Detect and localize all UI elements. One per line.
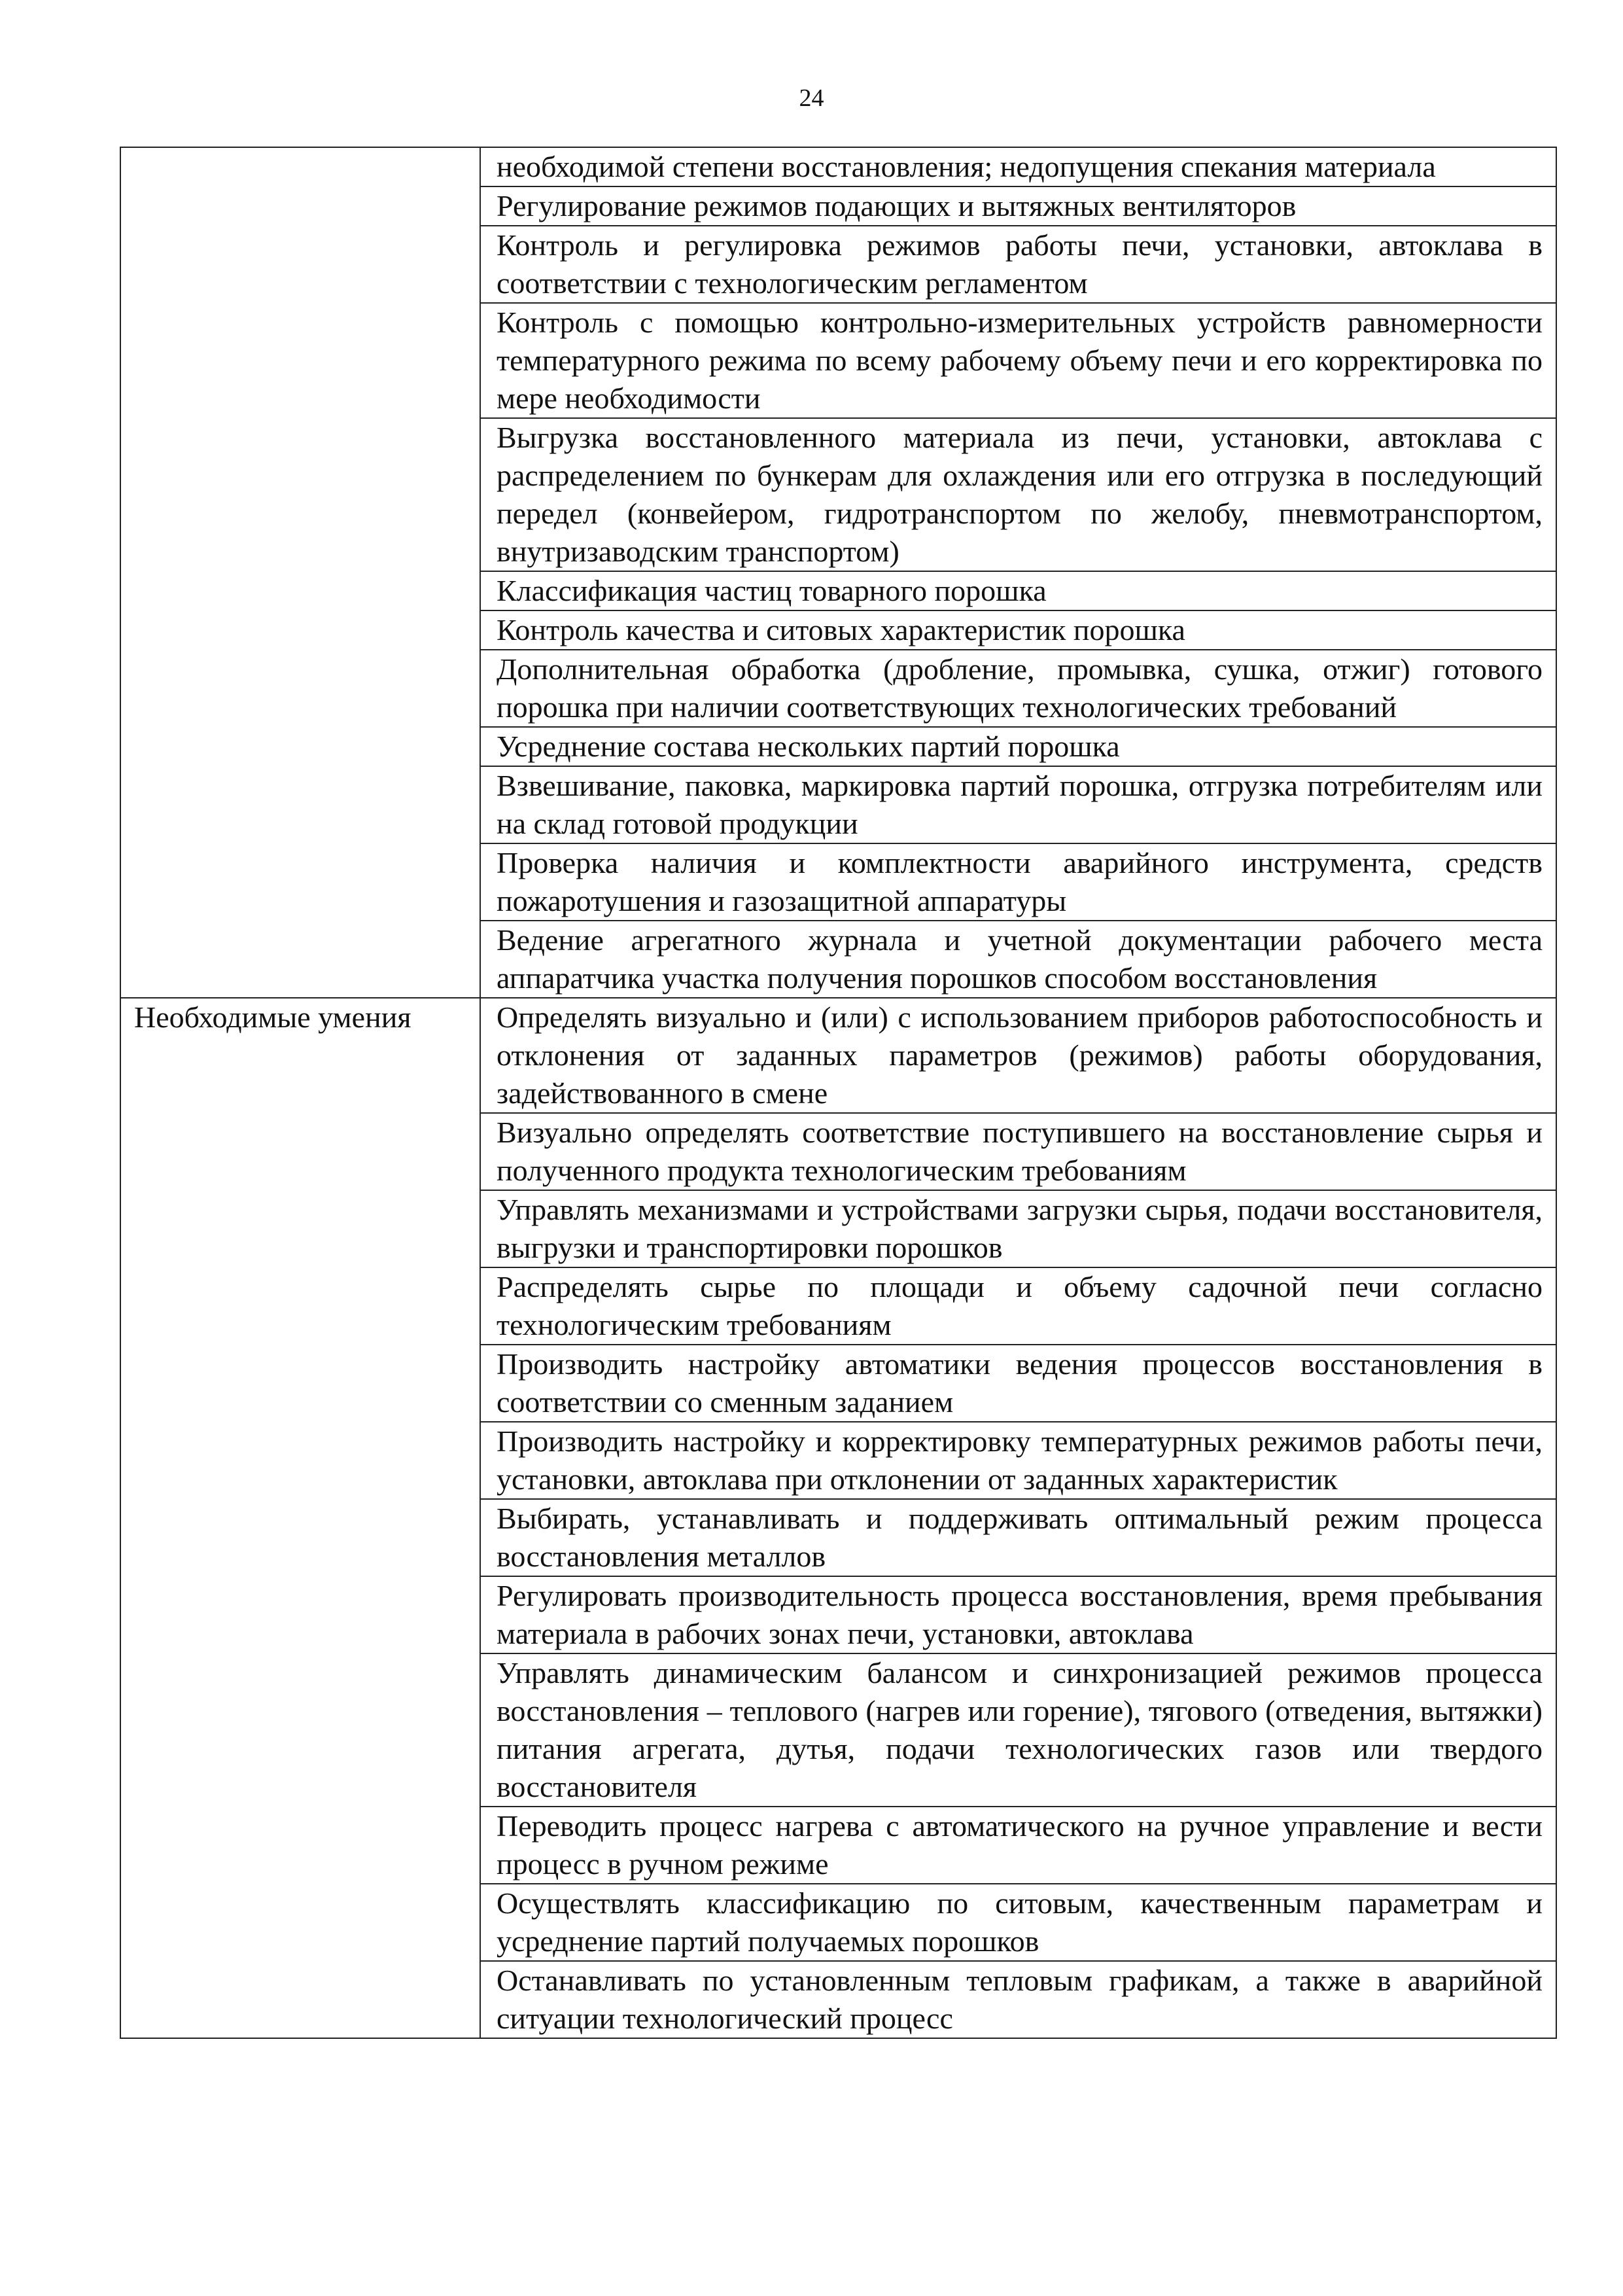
requirement-cell: Переводить процесс нагрева с автоматического на ручное управление и вести процесс в ручном режиме <box>480 1807 1556 1884</box>
group-label-cell: Необходимые умения <box>120 998 480 2038</box>
table-row <box>120 998 1556 1113</box>
requirement-cell: Контроль и регулировка режимов работы печи, установки, автоклава в соответствии с технологическим регламентом <box>480 226 1556 303</box>
requirement-cell: Выбирать, устанавливать и поддерживать оптимальный режим процесса восстановления металлов <box>480 1499 1556 1576</box>
requirement-cell: Проверка наличия и комплектности аварийного инструмента, средств пожаротушения и газозащитной аппаратуры <box>480 843 1556 921</box>
requirement-cell: Контроль качества и ситовых характеристик порошка <box>480 610 1556 650</box>
requirement-cell: Визуально определять соответствие поступившего на восстановление сырья и полученного продукта технологическим требованиям <box>480 1113 1556 1190</box>
requirement-cell: Останавливать по установленным тепловым графикам, а также в аварийной ситуации технологический процесс <box>480 1961 1556 2038</box>
group-label-cell <box>120 147 480 998</box>
requirement-cell: Производить настройку и корректировку температурных режимов работы печи, установки, автоклава при отклонении от заданных характеристик <box>480 1422 1556 1499</box>
page-number: 24 <box>799 84 824 112</box>
requirement-cell: Управлять динамическим балансом и синхронизацией режимов процесса восстановления – теплового (нагрев или горение), тягового (отведения, вытяжки) питания агрегата, дутья, подачи технологических газов или твердого восстановителя <box>480 1653 1556 1807</box>
table-body <box>120 147 1556 2038</box>
requirement-cell: Усреднение состава нескольких партий порошка <box>480 727 1556 766</box>
requirement-cell: Ведение агрегатного журнала и учетной документации рабочего места аппаратчика участка получения порошков способом восстановления <box>480 921 1556 998</box>
requirement-cell: Регулирование режимов подающих и вытяжных вентиляторов <box>480 186 1556 226</box>
table-row <box>120 147 1556 186</box>
requirement-cell: Классификация частиц товарного порошка <box>480 571 1556 610</box>
requirement-cell: Осуществлять классификацию по ситовым, качественным параметрам и усреднение партий получаемых порошков <box>480 1884 1556 1961</box>
requirements-table <box>120 147 1557 2039</box>
requirement-cell: Распределять сырье по площади и объему садочной печи согласно технологическим требованиям <box>480 1267 1556 1345</box>
requirement-cell: необходимой степени восстановления; недопущения спекания материала <box>480 147 1556 186</box>
requirement-cell: Управлять механизмами и устройствами загрузки сырья, подачи восстановителя, выгрузки и транспортировки порошков <box>480 1190 1556 1267</box>
requirement-cell: Контроль с помощью контрольно-измерительных устройств равномерности температурного режима по всему рабочему объему печи и его корректировка по мере необходимости <box>480 303 1556 418</box>
requirement-cell: Дополнительная обработка (дробление, промывка, сушка, отжиг) готового порошка при наличии соответствующих технологических требований <box>480 650 1556 727</box>
requirement-cell: Выгрузка восстановленного материала из печи, установки, автоклава с распределением по бункерам для охлаждения или его отгрузка в последующий передел (конвейером, гидротранспортом по желобу, пневмотранспортом, внутризаводским транспортом) <box>480 418 1556 571</box>
requirement-cell: Производить настройку автоматики ведения процессов восстановления в соответствии со сменным заданием <box>480 1345 1556 1422</box>
requirement-cell: Регулировать производительность процесса восстановления, время пребывания материала в рабочих зонах печи, установки, автоклава <box>480 1576 1556 1653</box>
requirement-cell: Взвешивание, паковка, маркировка партий порошка, отгрузка потребителям или на склад готовой продукции <box>480 766 1556 843</box>
requirement-cell: Определять визуально и (или) с использованием приборов работоспособность и отклонения от заданных параметров (режимов) работы оборудования, задействованного в смене <box>480 998 1556 1113</box>
